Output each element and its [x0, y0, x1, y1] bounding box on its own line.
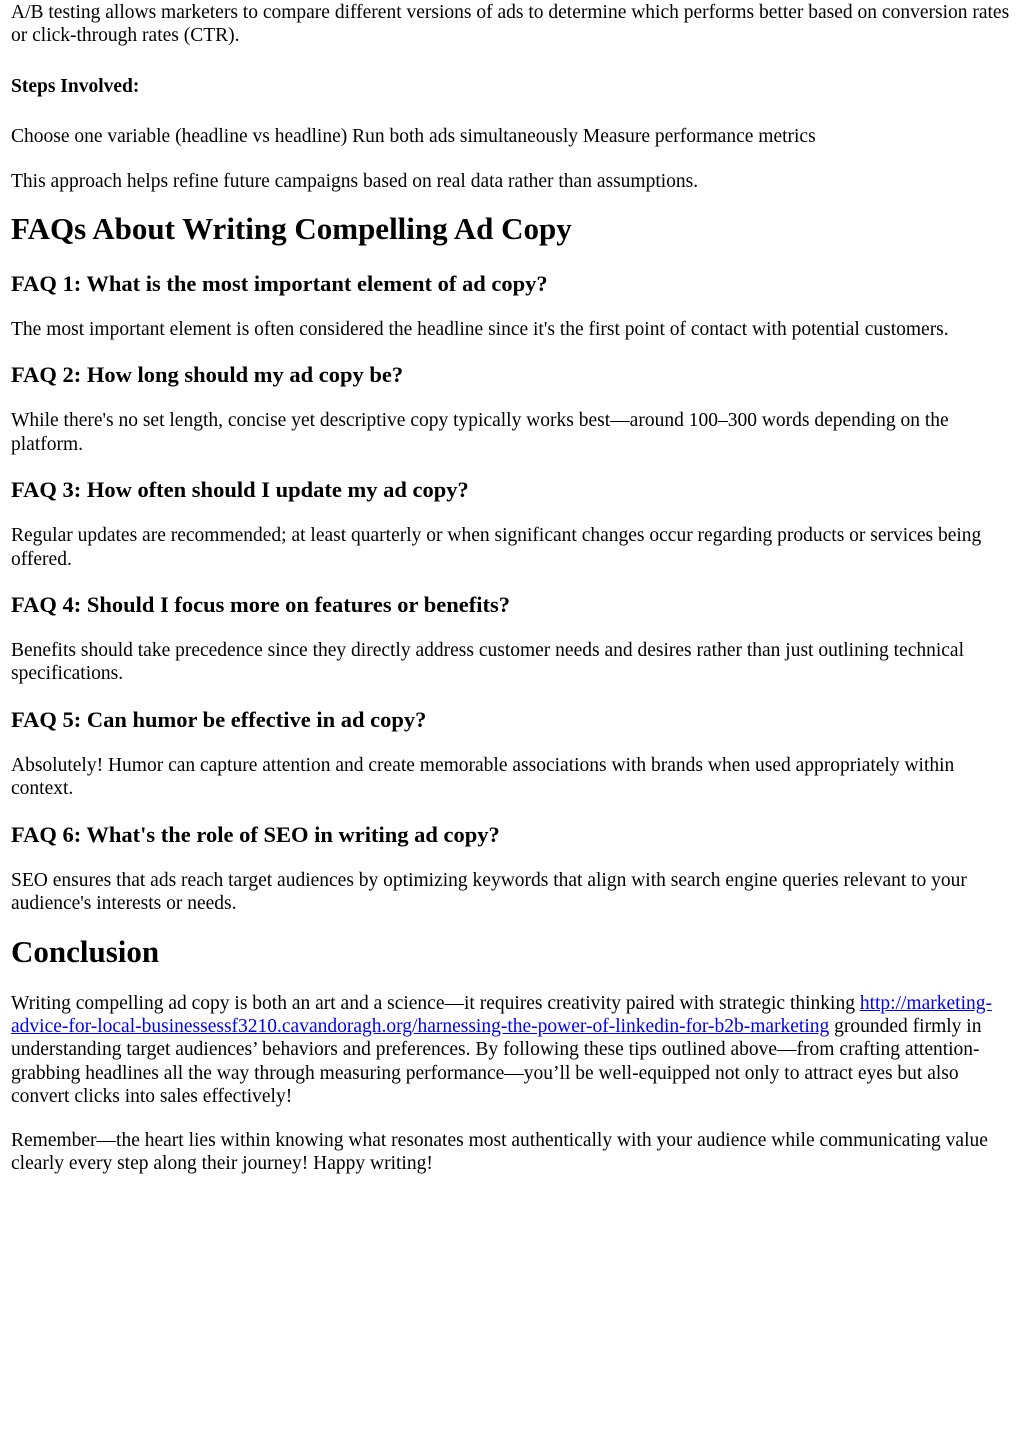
- ab-testing-paragraph: A/B testing allows marketers to compare different versions of ads to determine which performs better based on conversion rates or click-through rates (CTR).: [11, 2, 1010, 47]
- faq-2-answer: While there's no set length, concise yet descriptive copy typically works best—around 100–300 words depending on the platform.: [11, 410, 949, 455]
- steps-heading: Steps Involved:: [11, 75, 140, 97]
- faqs-title: FAQs About Writing Compelling Ad Copy: [11, 211, 572, 247]
- faq-4-answer: Benefits should take precedence since they directly address customer needs and desires rather than just outlining technical specifications.: [11, 640, 965, 685]
- faq-1-question: FAQ 1: What is the most important element of ad copy?: [11, 271, 548, 297]
- faq-5-question: FAQ 5: Can humor be effective in ad copy?: [11, 706, 427, 732]
- faq-2-question: FAQ 2: How long should my ad copy be?: [11, 362, 404, 388]
- faq-6-question: FAQ 6: What's the role of SEO in writing ad copy?: [11, 821, 500, 847]
- conclusion-text-before-link: Writing compelling ad copy is both an art and a science—it requires creativity paired with strategic thinking: [11, 992, 860, 1014]
- faq-6-answer: SEO ensures that ads reach target audiences by optimizing keywords that align with search engine queries relevant to your audience's interests or needs.: [11, 869, 967, 915]
- conclusion-paragraph-2: Remember—the heart lies within knowing what resonates most authentically with your audience while communicating value clearly every step along their journey! Happy writing!: [11, 1129, 988, 1174]
- steps-text: Choose one variable (headline vs headline) Run both ads simultaneously Measure performance metrics: [11, 126, 816, 148]
- faq-3-question: FAQ 3: How often should I update my ad copy?: [11, 477, 469, 503]
- faq-1-answer: The most important element is often considered the headline since it's the first point of contact with potential customers.: [11, 319, 949, 341]
- faq-5-answer: Absolutely! Humor can capture attention and create memorable associations with brands when used appropriately within context.: [11, 754, 955, 800]
- faq-4-question: FAQ 4: Should I focus more on features or benefits?: [11, 592, 510, 618]
- conclusion-text-after-link: grounded firmly in understanding target audiences’ behaviors and preferences. By following these tips outlined above—from crafting attention-grabbing headlines all the way through measuring performance—you’ll be well-equipped not only to attract eyes but also convert clicks into sales effectively!: [11, 1015, 982, 1108]
- faq-3-answer: Regular updates are recommended; at least quarterly or when significant changes occur regarding products or services being offered.: [11, 525, 982, 570]
- conclusion-title: Conclusion: [11, 933, 160, 969]
- approach-paragraph: This approach helps refine future campaigns based on real data rather than assumptions.: [11, 170, 699, 192]
- conclusion-paragraph-1: [11, 992, 1012, 1109]
- linkedin-b2b-article-link[interactable]: http://marketing-advice-for-local-businessessf3210.cavandoragh.org/harnessing-the-power-of-linkedin-for-b2b-marketing: [11, 992, 992, 1037]
